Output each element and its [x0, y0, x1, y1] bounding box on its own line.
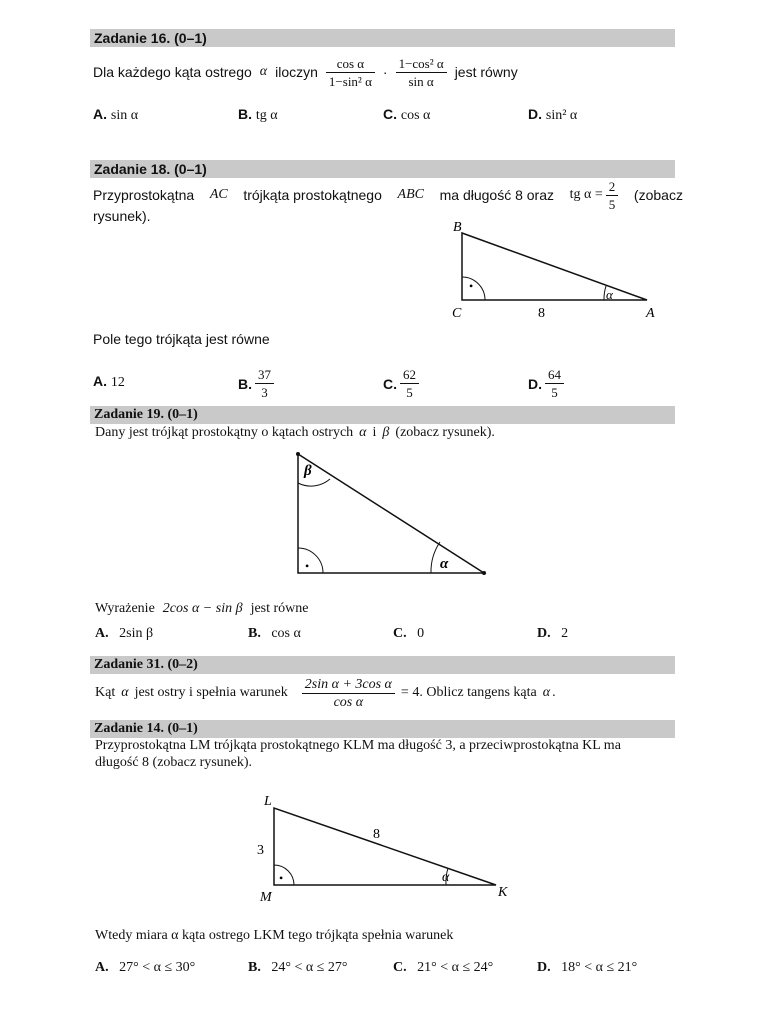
task-16-alpha: α [259, 64, 268, 79]
task-31-text: jest ostry i spełnia warunek [134, 685, 288, 700]
task-19-triangle-figure [290, 446, 500, 581]
task-16-f1-den: 1−sin² α [328, 73, 372, 89]
side-kl-label: 8 [373, 827, 380, 842]
task-31-fraction [302, 676, 395, 711]
option-key: C. [393, 626, 407, 641]
task-16-q-post: jest równy [454, 64, 518, 80]
task-19-question [95, 425, 495, 441]
task-14-question-line2: długość 8 (zobacz rysunek). [95, 755, 253, 770]
task-18-title: Zadanie 18. (0–1) [94, 161, 207, 177]
right-angle-dot: • [305, 559, 310, 573]
task-18-triangle-figure [440, 215, 670, 325]
option-key: C. [383, 375, 397, 392]
option-text: 2 [561, 626, 569, 641]
vertex-c-label: C [452, 306, 462, 321]
option-text: 2sin β [119, 626, 154, 641]
task-18-question: Pole tego trójkąta jest równe [93, 331, 270, 347]
task-16-fraction-1 [326, 55, 375, 90]
triangle-abc [462, 233, 647, 300]
option-key: D. [537, 626, 551, 641]
task-14-title: Zadanie 14. (0–1) [94, 721, 198, 736]
task-18-tg-num: 2 [606, 178, 619, 196]
vertex-b-label: B [453, 220, 462, 235]
option-text: sin α [110, 108, 139, 123]
option-num: 62 [400, 366, 419, 384]
option-fraction [255, 366, 274, 401]
task-14-triangle-figure [250, 790, 520, 905]
alpha-arc [431, 542, 440, 573]
vertex-a-label: A [646, 306, 655, 321]
vertex-dot [482, 571, 486, 575]
option-key: B. [248, 626, 261, 641]
task-18-question-line2: rysunek). [93, 208, 151, 224]
option-key: B. [238, 375, 252, 392]
task-31-text: . Oblicz tangens kąta [419, 685, 537, 700]
task-18-tg: tg α = [569, 187, 603, 202]
option-text: cos α [400, 108, 431, 123]
right-angle-dot: • [279, 871, 284, 885]
task-14-option-b[interactable] [248, 960, 347, 976]
option-text: cos α [271, 626, 301, 641]
option-key: A. [95, 960, 109, 975]
task-19-text: Wyrażenie [95, 601, 155, 616]
task-16-f1-num: cos α [326, 55, 375, 73]
vertex-m-label: M [260, 890, 272, 905]
task-16-q-pre: Dla każdego kąta ostrego [93, 64, 252, 80]
task-18-text: Przyprostokątna [93, 187, 195, 203]
task-18-text: (zobacz [633, 187, 683, 203]
task-14-option-a[interactable] [95, 960, 195, 976]
option-text: 12 [110, 375, 125, 390]
task-16-question [93, 52, 518, 92]
task-14-question-line1: Przyprostokątna LM trójkąta prostokątnego KLM ma długość 3, a przeciwprostokątna KL ma [95, 738, 621, 753]
vertex-dot [296, 452, 300, 456]
task-16-f2-num: 1−cos² α [396, 55, 447, 73]
option-den: 3 [261, 385, 268, 400]
task-18-tg-expression [570, 178, 619, 213]
task-18-text: trójkąta prostokątnego [243, 187, 382, 203]
task-18-abc: ABC [397, 187, 424, 202]
task-31-f-den: cos α [333, 694, 364, 710]
task-19-option-d[interactable] [537, 626, 568, 642]
side-ca-label: 8 [538, 306, 545, 321]
option-key: D. [537, 960, 551, 975]
alpha-label: α [442, 870, 450, 885]
option-key: A. [93, 373, 107, 389]
task-18-header [90, 160, 675, 178]
task-31-eq: = 4 [400, 685, 420, 700]
task-18-tg-fraction [606, 178, 619, 213]
task-19-alpha: α [359, 425, 367, 440]
alpha-label: α [606, 287, 613, 302]
option-text: tg α [255, 108, 278, 123]
task-31-text: . [552, 685, 556, 700]
option-key: B. [238, 106, 252, 122]
task-18-ac: AC [209, 187, 228, 202]
option-den: 5 [406, 385, 413, 400]
task-19-option-a[interactable] [95, 626, 153, 642]
task-31-title: Zadanie 31. (0–2) [94, 657, 198, 672]
option-text: 0 [417, 626, 425, 641]
task-31-f-num: 2sin α + 3cos α [302, 676, 395, 694]
task-16-option-d[interactable] [528, 106, 577, 124]
task-19-text: jest równe [250, 601, 309, 616]
task-19-text: (zobacz rysunek). [395, 425, 495, 440]
option-fraction [545, 366, 564, 401]
option-den: 5 [551, 385, 558, 400]
task-16-fraction-2 [396, 55, 447, 90]
option-num: 64 [545, 366, 564, 384]
option-num: 37 [255, 366, 274, 384]
right-angle-arc [462, 277, 485, 300]
task-16-dot: · [382, 64, 388, 80]
task-19-option-b[interactable] [248, 626, 301, 642]
task-14-header [90, 720, 675, 738]
task-19-title: Zadanie 19. (0–1) [94, 407, 198, 422]
task-18-tg-den: 5 [608, 196, 616, 212]
task-18-option-d[interactable] [528, 366, 564, 401]
option-text: 18° < α ≤ 21° [561, 960, 638, 975]
task-14-option-d[interactable] [537, 960, 637, 976]
task-31-question [95, 674, 556, 712]
right-angle-dot: • [469, 279, 474, 293]
task-19-option-c[interactable] [393, 626, 424, 642]
vertex-l-label: L [264, 794, 272, 809]
task-16-title: Zadanie 16. (0–1) [94, 30, 207, 46]
task-16-f2-den: sin α [408, 73, 434, 89]
task-18-option-b[interactable] [238, 366, 274, 401]
option-key: B. [248, 960, 261, 975]
option-key: A. [93, 106, 107, 122]
right-angle-arc [274, 865, 294, 885]
task-19-header [90, 406, 675, 424]
option-text: sin² α [545, 108, 578, 123]
task-18-question-line1 [93, 178, 683, 212]
triangle [298, 454, 484, 573]
option-text: 21° < α ≤ 24° [417, 960, 494, 975]
task-16-option-b[interactable] [238, 106, 278, 124]
task-31-header [90, 656, 675, 674]
option-key: D. [528, 106, 542, 122]
task-31-alpha: α [542, 685, 551, 700]
option-key: D. [528, 375, 542, 392]
beta-arc [298, 479, 330, 486]
side-lm-label: 3 [257, 843, 264, 858]
triangle-klm [274, 808, 496, 885]
vertex-k-label: K [498, 885, 508, 900]
option-key: A. [95, 626, 109, 641]
option-text: 24° < α ≤ 27° [271, 960, 348, 975]
beta-label: β [304, 463, 312, 479]
option-key: C. [393, 960, 407, 975]
task-19-expression [95, 601, 309, 617]
task-19-expr: 2cos α − sin β [162, 601, 243, 616]
task-16-option-c[interactable] [383, 106, 430, 124]
task-14-option-c[interactable] [393, 960, 493, 976]
task-31-alpha: α [121, 685, 129, 700]
alpha-label: α [440, 556, 449, 572]
task-19-text: Dany jest trójkąt prostokątny o kątach ostrych [95, 425, 354, 440]
task-16-option-a[interactable] [93, 106, 138, 124]
task-19-beta: β [382, 425, 390, 440]
option-text: 27° < α ≤ 30° [119, 960, 196, 975]
task-19-text: i [372, 425, 377, 440]
task-18-option-a[interactable] [93, 373, 125, 391]
task-18-text: ma długość 8 oraz [439, 187, 555, 203]
task-14-question: Wtedy miara α kąta ostrego LKM tego trójkąta spełnia warunek [95, 928, 454, 943]
option-fraction [400, 366, 419, 401]
task-31-text: Kąt [95, 685, 116, 700]
task-18-option-c[interactable] [383, 366, 419, 401]
option-key: C. [383, 106, 397, 122]
task-16-q-mid: iloczyn [275, 64, 318, 80]
right-angle-arc [298, 548, 323, 573]
task-16-header [90, 29, 675, 47]
